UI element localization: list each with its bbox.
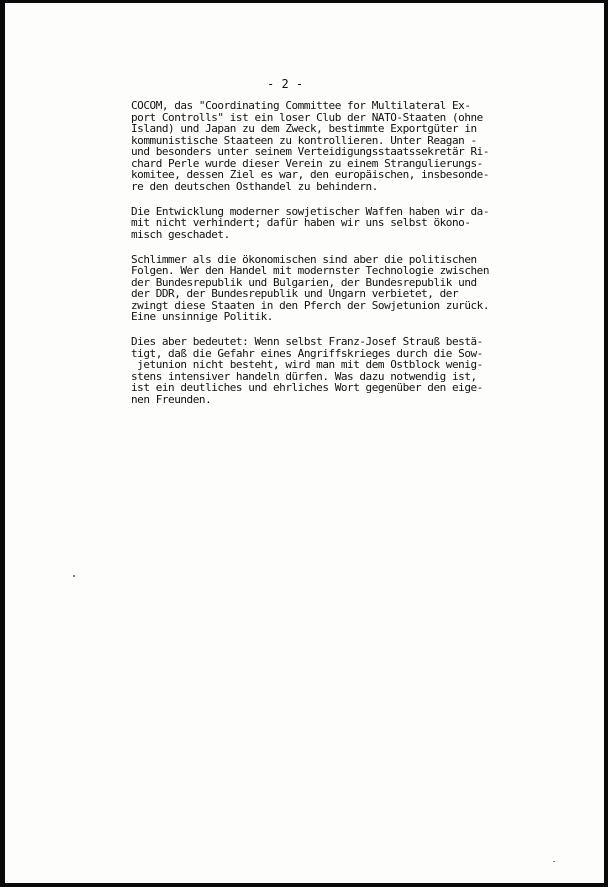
scan-speck — [73, 575, 75, 577]
text-line: COCOM, das "Coordinating Committee for Multilateral Ex- — [131, 99, 471, 112]
scan-speck — [553, 861, 555, 862]
text-line: chard Perle wurde dieser Verein zu einem Strangulierungs- — [131, 156, 483, 170]
body-text — [131, 100, 551, 419]
text-line: der Bundesrepublik und Bulgarien, der Bundesrepublik und — [131, 275, 477, 289]
paragraph-cocom — [131, 100, 551, 192]
text-line: Eine unsinnige Politik. — [131, 310, 273, 323]
text-line: nen Freunden. — [131, 392, 212, 406]
text-line: mit nicht verhindert; dafür haben wir uns selbst ökono- — [131, 216, 471, 229]
text-line: Dies aber bedeutet: Wenn selbst Franz-Josef Strauß bestä- — [131, 335, 483, 348]
paragraph-conclusion — [131, 336, 551, 405]
text-line: komitee, dessen Ziel es war, den europäischen, insbesonde- — [131, 168, 490, 181]
text-line: Schlimmer als die ökonomischen sind aber die politischen — [131, 252, 477, 266]
text-line: zwingt diese Staaten in den Pferch der Sowjetunion zurück. — [131, 298, 490, 312]
text-line: Folgen. Wer den Handel mit modernster Technologie zwischen — [131, 264, 490, 277]
paragraph-weapons — [131, 206, 551, 241]
text-line: jetunion nicht besteht, wird man mit dem Ostblock wenig- — [131, 358, 483, 371]
text-line: Island) und Japan zu dem Zweck, bestimmte Exportgüter in — [131, 122, 477, 135]
page-number: - 2 - — [267, 77, 304, 91]
text-line: ist ein deutliches und ehrliches Wort gegenüber den eige- — [131, 381, 483, 394]
text-line: kommunistische Staateen zu kontrollieren. Unter Reagan - — [131, 133, 477, 147]
text-line: re den deutschen Osthandel zu behindern. — [131, 179, 378, 193]
text-line: der DDR, der Bundesrepublik und Ungarn verbietet, der — [131, 287, 459, 300]
paragraph-political-consequences — [131, 254, 551, 323]
text-line: tigt, daß die Gefahr eines Angriffskrieges durch die Sow- — [131, 346, 483, 360]
text-line: misch geschadet. — [131, 227, 230, 241]
text-line: port Controlls" ist ein loser Club der NATO-Staaten (ohne — [131, 110, 483, 124]
text-line: und besonders unter seinem Verteidigungsstaatssekretär Ri- — [131, 145, 490, 158]
text-line: stens intensiver handeln dürfen. Was dazu notwendig ist, — [131, 369, 477, 383]
text-line: Die Entwicklung moderner sowjetischer Waffen haben wir da- — [131, 204, 490, 218]
document-page — [5, 3, 604, 883]
